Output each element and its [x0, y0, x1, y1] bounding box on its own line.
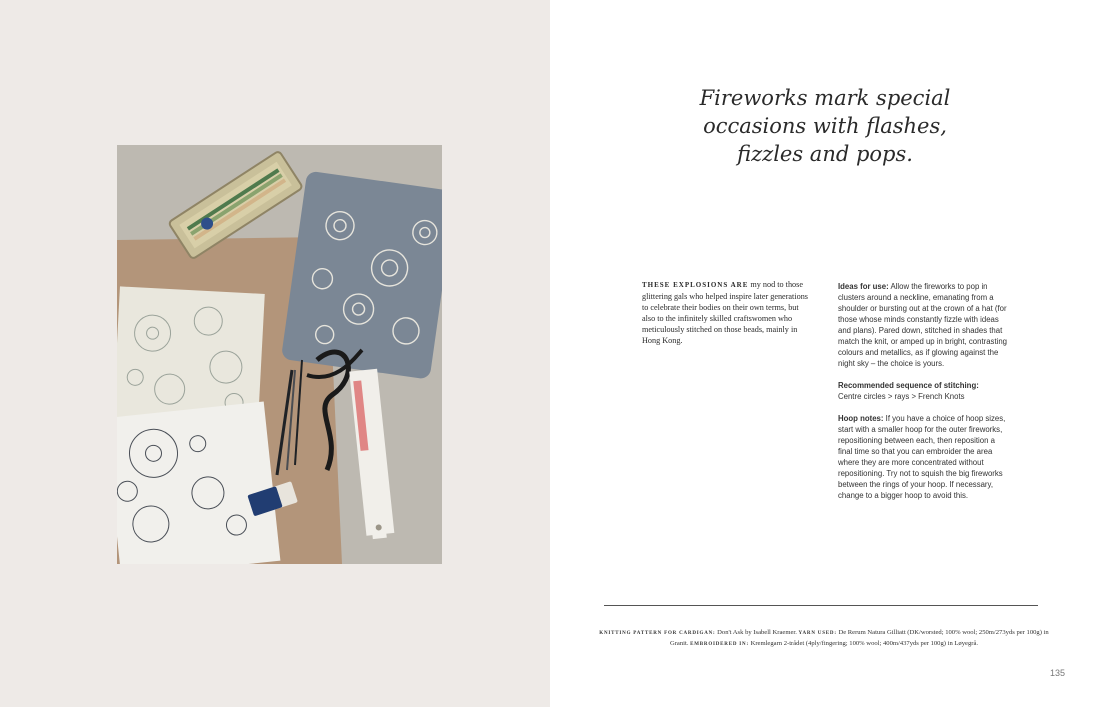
stitching-notes	[838, 281, 1008, 512]
yarn-label: YARN USED:	[798, 631, 837, 636]
sequence-text: Centre circles > rays > French Knots	[838, 392, 965, 401]
ideas-heading: Ideas for use:	[838, 282, 889, 291]
ideas-text: Allow the fireworks to pop in clusters around a neckline, emanating from a shoulder or bursting out at the crown of a hat (for those whose minds constantly fizzle with ideas and plans). Pared down, stitched in shades that match the knit, or amped up in bright, contrasting colours and metallics, as if glowing against the night sky – the choice is yours.	[838, 282, 1008, 368]
pull-quote-line-2: occasions with flashes,	[703, 114, 947, 138]
embroidered-value: Kremlegarn 2-trådet (4ply/fingering; 100% wool; 400m/437yds per 100g) in Løyegrå.	[748, 640, 979, 647]
credits-divider	[604, 605, 1038, 606]
intro-text: my nod to those glittering gals who helped inspire later generations to celebrate their bodies on their own terms, but also to the infinitely skilled craftswomen who meticulously stitched on those beads, mainly in Hong Kong.	[642, 280, 808, 345]
hoop-text: If you have a choice of hoop sizes, start with a smaller hoop for the outer fireworks, repositioning between each, then reposition a final time so that you can embroider the area where they are more concentrated without repositioning. Try not to squish the big fireworks between the rings of your hoop. If necessary, change to a bigger hoop to avoid this.	[838, 414, 1006, 500]
pull-quote	[690, 84, 960, 168]
pull-quote-line-3: fizzles and pops.	[737, 142, 913, 166]
pull-quote-line-1: Fireworks mark special	[699, 86, 951, 110]
intro-lead: THESE EXPLOSIONS ARE	[642, 281, 749, 289]
hoop-heading: Hoop notes:	[838, 414, 884, 423]
right-page	[550, 0, 1100, 707]
embroidery-photo	[117, 145, 442, 564]
intro-paragraph	[642, 279, 810, 346]
knit-label: KNITTING PATTERN FOR CARDIGAN:	[599, 631, 716, 636]
embroidered-label: EMBROIDERED IN:	[690, 642, 749, 647]
pattern-credits	[594, 628, 1054, 650]
knit-value: Don't Ask by Isabell Kraemer.	[715, 629, 797, 636]
ideas-for-use	[838, 281, 1008, 369]
stitch-sequence	[838, 380, 1008, 402]
sequence-heading: Recommended sequence of stitching:	[838, 381, 979, 390]
hoop-notes	[838, 413, 1008, 501]
page-number: 135	[1050, 668, 1066, 678]
yarn-value: De Rerum Natura Gilliatt (DK/worsted; 100% wool; 250m/273yds per 100g) in Granit.	[669, 629, 1049, 647]
